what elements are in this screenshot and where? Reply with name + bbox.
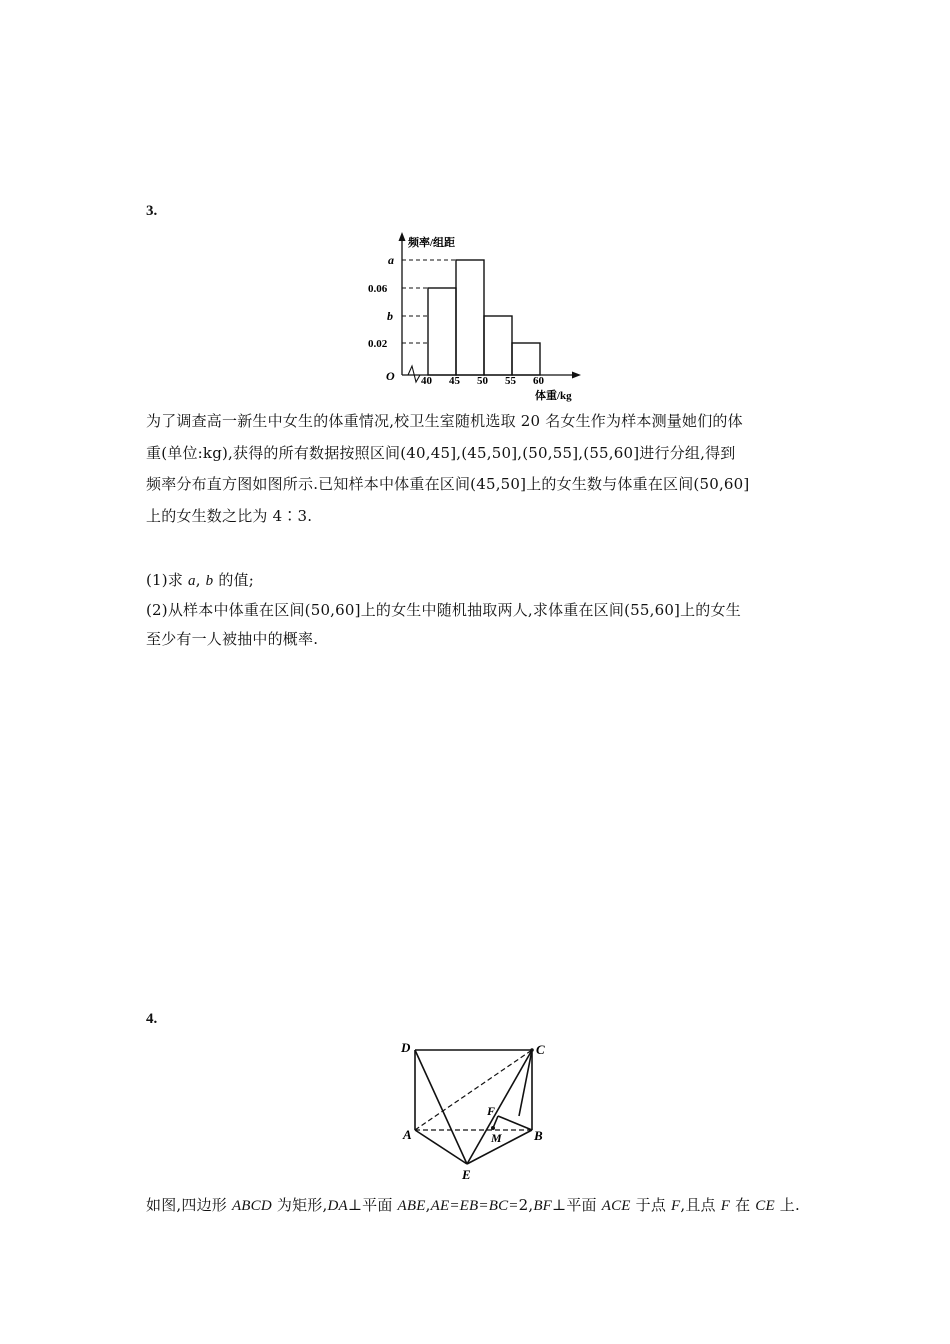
- point-m: [491, 1126, 495, 1130]
- y-tick-002: 0.02: [368, 338, 388, 350]
- label-f: F: [487, 1104, 496, 1118]
- x-axis-arrow: [572, 372, 581, 379]
- histogram-figure: [350, 230, 590, 405]
- point-c: [530, 1048, 534, 1052]
- y-axis-label: 频率/组距: [408, 237, 456, 249]
- q3-part-2-line-2: 至少有一人被抽中的概率.: [146, 630, 319, 648]
- label-b: B: [534, 1128, 543, 1143]
- label-d: D: [401, 1040, 411, 1055]
- q3-line-3: 频率分布直方图如图所示.已知样本中体重在区间(45,50]上的女生数与体重在区间(50,60]: [146, 475, 750, 493]
- y-axis-arrow: [399, 232, 406, 241]
- label-c: C: [536, 1042, 545, 1057]
- question-3-number: 3.: [146, 203, 158, 219]
- label-e: E: [462, 1167, 471, 1182]
- question-4-text: [146, 1190, 811, 1223]
- q4-line-1: 如图,四边形 ABCD 为矩形,DA⊥平面 ABE,AE=EB=BC=2,BF⊥平面 ACE 于点 F,且点 F 在 CE 上.: [146, 1196, 800, 1214]
- x-tick-50: 50: [477, 375, 488, 387]
- question-4-number: 4.: [146, 1011, 158, 1027]
- label-m: M: [491, 1131, 502, 1145]
- x-tick-55: 55: [505, 375, 516, 387]
- question-3-parts: [146, 566, 811, 654]
- y-tick-a: a: [388, 253, 394, 267]
- label-a: A: [403, 1127, 412, 1142]
- y-tick-006: 0.06: [368, 283, 388, 295]
- bar-55-60: [512, 343, 540, 375]
- x-tick-60: 60: [533, 375, 544, 387]
- y-tick-b: b: [387, 309, 393, 323]
- q3-line-4: 上的女生数之比为 4∶3.: [146, 506, 313, 525]
- bar-40-45: [428, 288, 456, 375]
- bar-45-50: [456, 260, 484, 375]
- origin-label: O: [386, 369, 395, 383]
- axis-break: [408, 366, 420, 382]
- x-axis-label: 体重/kg: [535, 390, 572, 402]
- x-tick-40: 40: [421, 375, 432, 387]
- bar-50-55: [484, 316, 512, 375]
- x-tick-45: 45: [449, 375, 460, 387]
- question-3-text: [146, 406, 811, 532]
- q3-part-2-line-1: (2)从样本中体重在区间(50,60]上的女生中随机抽取两人,求体重在区间(55,60]上的女生: [146, 601, 741, 619]
- geometry-figure: [395, 1036, 565, 1186]
- q3-line-1: 为了调查高一新生中女生的体重情况,校卫生室随机选取 20 名女生作为样本测量她们的体: [146, 412, 743, 430]
- q3-line-2: 重(单位:kg),获得的所有数据按照区间(40,45],(45,50],(50,55],(55,60]进行分组,得到: [146, 443, 736, 462]
- q3-part-1: (1)求 a, b 的值;: [146, 571, 254, 589]
